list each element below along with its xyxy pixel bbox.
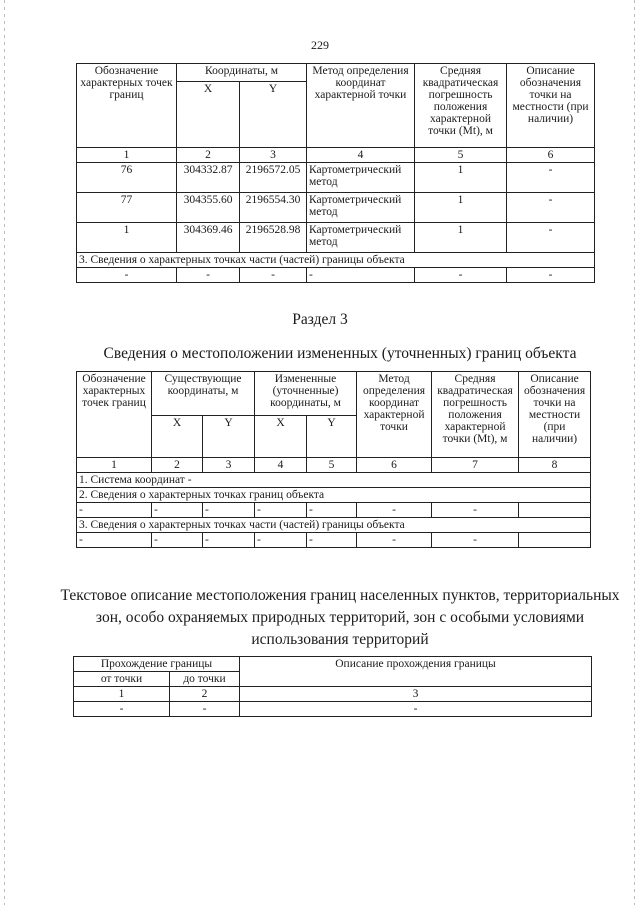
col-num: 6 xyxy=(357,458,432,473)
col-num: 1 xyxy=(77,148,177,163)
cell-dash: - xyxy=(152,533,203,548)
cell-y: 2196572.05 xyxy=(240,163,307,193)
col-num: 3 xyxy=(240,687,592,702)
cell-desc: - xyxy=(507,193,595,223)
header-method: Метод определения координат характерной точки xyxy=(357,372,432,458)
cell-desc: - xyxy=(507,223,595,253)
col-num: 3 xyxy=(203,458,255,473)
col-num: 6 xyxy=(507,148,595,163)
cell-x: 304355.60 xyxy=(177,193,240,223)
coordinates-table xyxy=(76,63,595,283)
cell-error: 1 xyxy=(415,163,507,193)
cell-dash: - xyxy=(152,503,203,518)
cell-x: 304332.87 xyxy=(177,163,240,193)
cell-point: 77 xyxy=(77,193,177,223)
cell-empty xyxy=(519,533,591,548)
table-row xyxy=(77,533,591,548)
section-row: 2. Сведения о характерных точках границ объекта xyxy=(77,488,591,503)
cell-dash: - xyxy=(240,268,307,283)
col-num: 1 xyxy=(77,458,152,473)
header-to: до точки xyxy=(170,672,240,687)
changed-boundaries-table xyxy=(76,371,591,548)
cell-dash: - xyxy=(507,268,595,283)
cell-dash: - xyxy=(357,503,432,518)
table-row xyxy=(77,193,595,223)
cell-dash: - xyxy=(357,533,432,548)
cell-method: Картометрический метод xyxy=(307,223,415,253)
cell-y: 2196554.30 xyxy=(240,193,307,223)
boundary-passage-table xyxy=(73,656,592,717)
header-y: Y xyxy=(307,416,357,458)
cell-empty xyxy=(519,503,591,518)
left-scan-edge xyxy=(4,0,5,905)
cell-dash: - xyxy=(415,268,507,283)
header-passage-desc: Описание прохождения границы xyxy=(240,657,592,687)
header-desc: Описание обозначения точки на местности (при наличии) xyxy=(507,64,595,148)
header-from: от точки xyxy=(74,672,170,687)
table-row xyxy=(77,223,595,253)
header-x: X xyxy=(177,82,240,148)
cell-point: 76 xyxy=(77,163,177,193)
table-row xyxy=(77,163,595,193)
cell-method: Картометрический метод xyxy=(307,193,415,223)
cell-dash: - xyxy=(77,503,152,518)
col-num: 2 xyxy=(177,148,240,163)
header-method: Метод определения координат характерной точки xyxy=(307,64,415,148)
col-num: 4 xyxy=(307,148,415,163)
cell-dash: - xyxy=(77,533,152,548)
cell-error: 1 xyxy=(415,223,507,253)
cell-dash: - xyxy=(203,533,255,548)
header-y: Y xyxy=(240,82,307,148)
page-number: 229 xyxy=(311,38,329,52)
cell-desc: - xyxy=(507,163,595,193)
col-num: 8 xyxy=(519,458,591,473)
col-num: 7 xyxy=(432,458,519,473)
cell-dash: - xyxy=(307,268,415,283)
col-num: 5 xyxy=(307,458,357,473)
cell-dash: - xyxy=(307,533,357,548)
cell-method: Картометрический метод xyxy=(307,163,415,193)
cell-y: 2196528.98 xyxy=(240,223,307,253)
cell-dash: - xyxy=(74,702,170,717)
cell-dash: - xyxy=(77,268,177,283)
header-x: X xyxy=(152,416,203,458)
header-desc: Описание обозначения точки на местности (при наличии) xyxy=(519,372,591,458)
header-point: Обозначение характерных точек границ xyxy=(77,372,152,458)
cell-dash: - xyxy=(307,503,357,518)
header-point: Обозначение характерных точек границ xyxy=(77,64,177,148)
col-num: 3 xyxy=(240,148,307,163)
cell-error: 1 xyxy=(415,193,507,223)
header-error: Средняя квадратическая погрешность положения характерной точки (Мt), м xyxy=(432,372,519,458)
col-num: 4 xyxy=(255,458,307,473)
header-x: X xyxy=(255,416,307,458)
cell-dash: - xyxy=(255,533,307,548)
section-row: 3. Сведения о характерных точках части (частей) границы объекта xyxy=(77,518,591,533)
col-num: 1 xyxy=(74,687,170,702)
cell-point: 1 xyxy=(77,223,177,253)
text-description-title: Текстовое описание местоположения границ населенных пунктов, территориальных зон, особо охраняемых природных территорий, зон с особыми условиями использования территорий xyxy=(60,587,620,648)
cell-dash: - xyxy=(203,503,255,518)
section-subtitle: Сведения о местоположении измененных (уточненных) границ объекта xyxy=(103,345,577,362)
col-num: 5 xyxy=(415,148,507,163)
cell-dash: - xyxy=(177,268,240,283)
header-changed: Измененные (уточненные) координаты, м xyxy=(255,372,357,416)
col-num: 2 xyxy=(170,687,240,702)
header-error: Средняя квадратическая погрешность положения характерной точки (Мt), м xyxy=(415,64,507,148)
section-title: Раздел 3 xyxy=(292,311,348,328)
header-coords: Координаты, м xyxy=(177,64,307,82)
col-num: 2 xyxy=(152,458,203,473)
table-row xyxy=(74,702,592,717)
table-row xyxy=(77,503,591,518)
cell-dash: - xyxy=(170,702,240,717)
table-row xyxy=(77,268,595,283)
header-existing: Существующие координаты, м xyxy=(152,372,255,416)
section-row: 1. Система координат - xyxy=(77,473,591,488)
right-scan-edge xyxy=(634,0,635,905)
section-row: 3. Сведения о характерных точках части (частей) границы объекта xyxy=(77,253,595,268)
cell-dash: - xyxy=(432,503,519,518)
header-y: Y xyxy=(203,416,255,458)
cell-dash: - xyxy=(240,702,592,717)
cell-dash: - xyxy=(255,503,307,518)
cell-dash: - xyxy=(432,533,519,548)
cell-x: 304369.46 xyxy=(177,223,240,253)
header-passage: Прохождение границы xyxy=(74,657,240,672)
